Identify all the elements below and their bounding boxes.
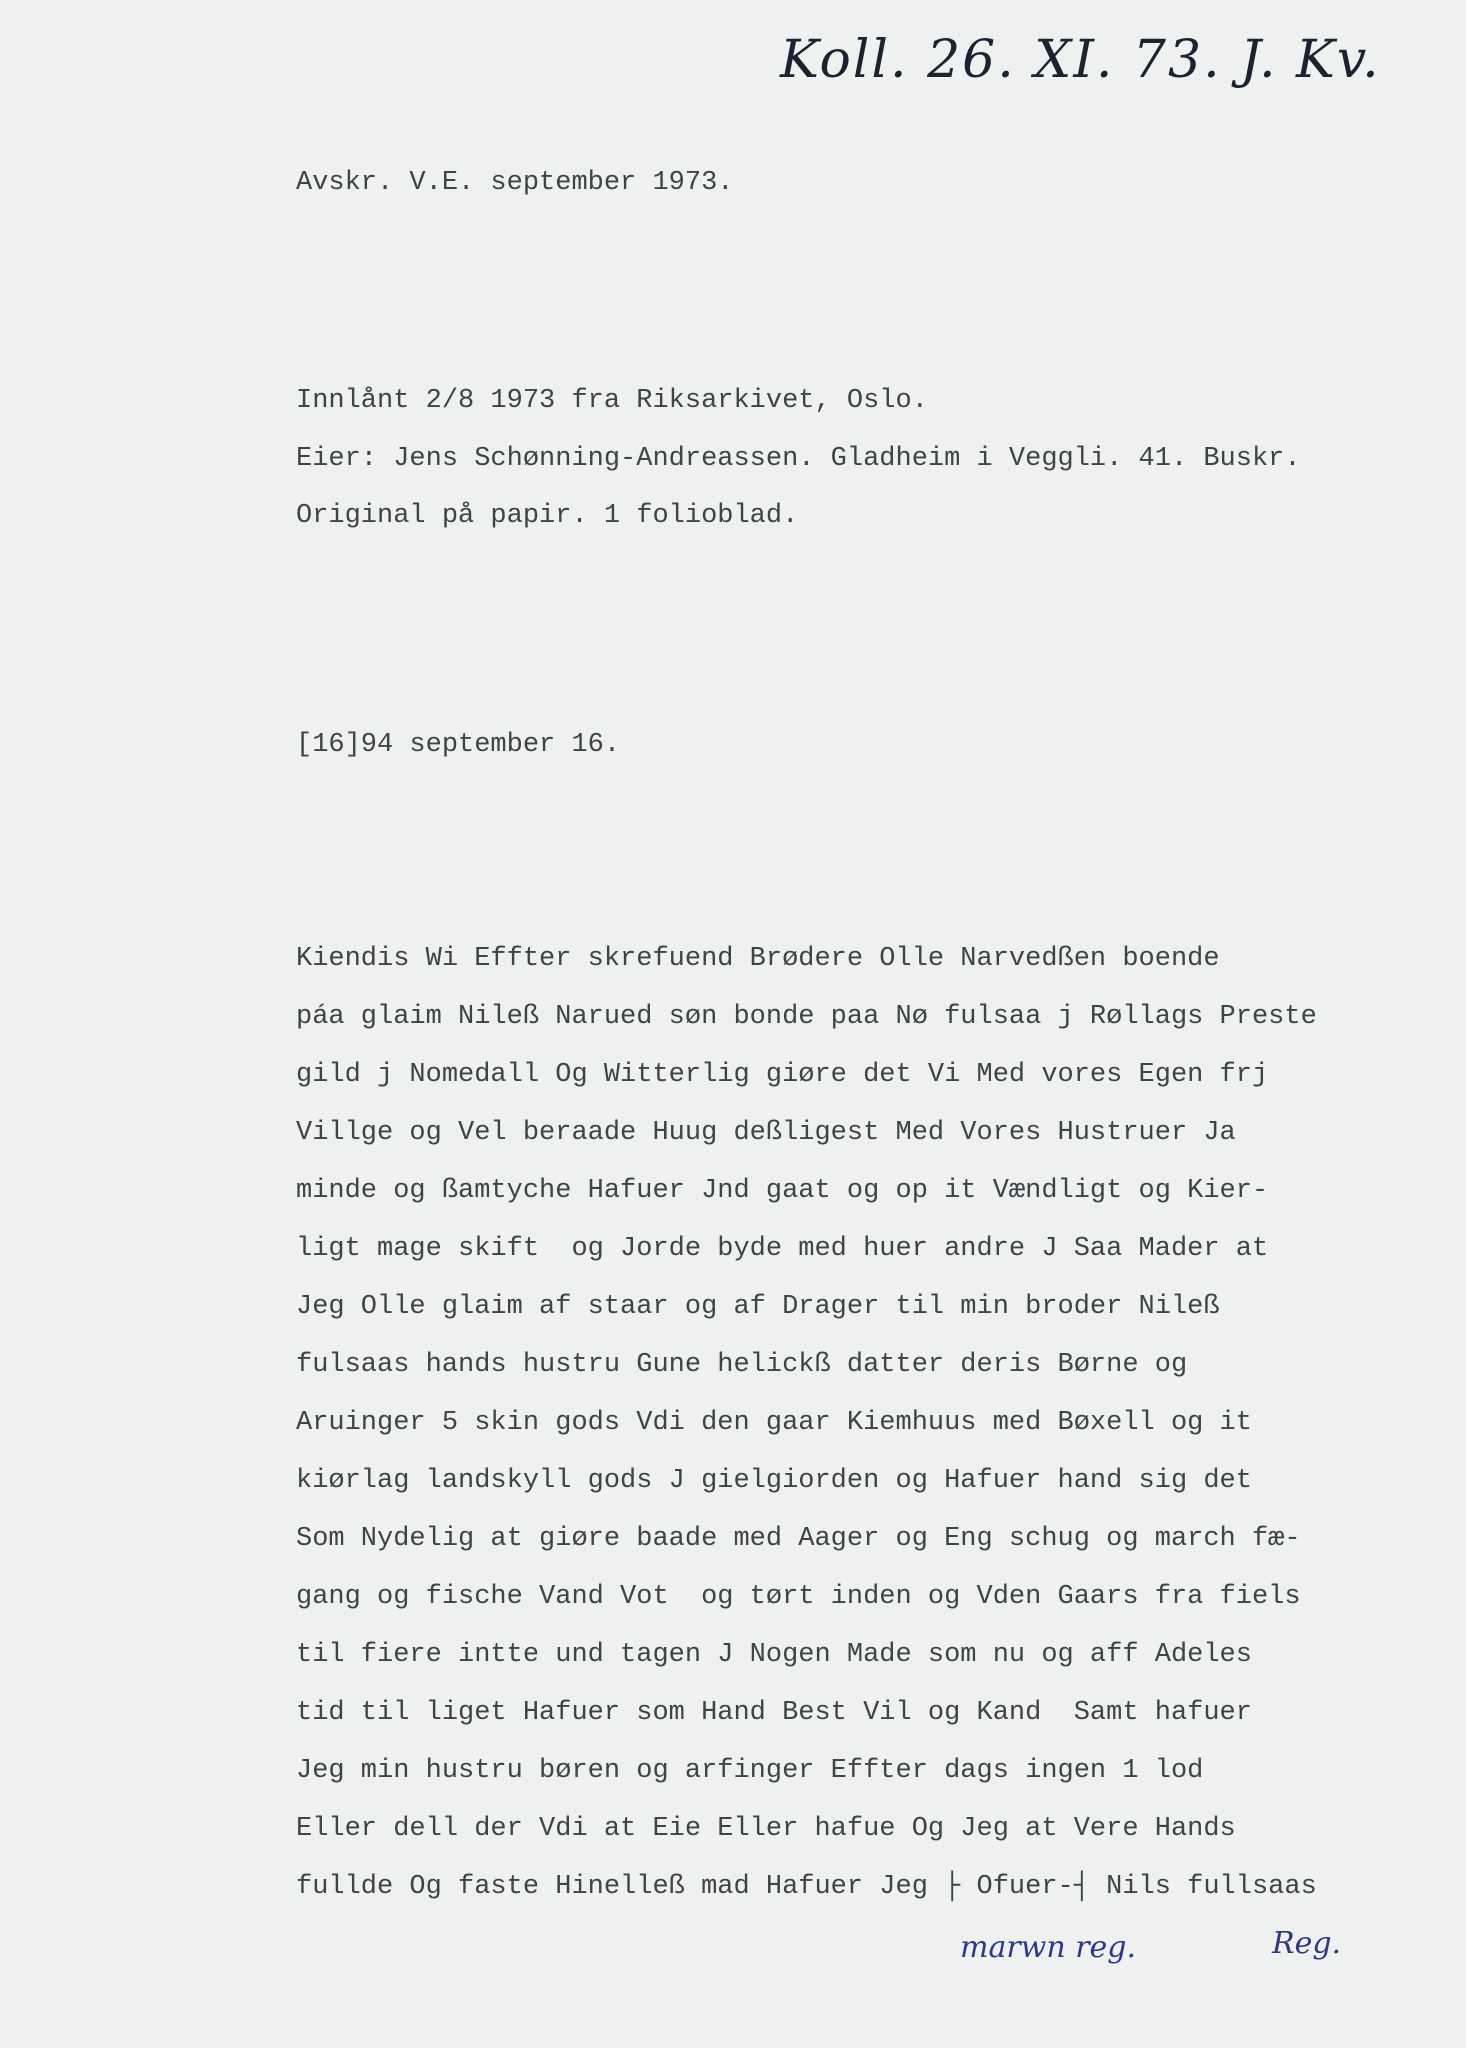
handwritten-reg-mark: Reg. bbox=[1272, 1926, 1342, 1961]
provenance-line: Innlånt 2/8 1973 fra Riksarkivet, Oslo. bbox=[296, 386, 928, 416]
body-line: Jeg Olle glaim af staar og af Drager til min broder Nileß bbox=[296, 1292, 1220, 1322]
transcription-note: Avskr. V.E. september 1973. bbox=[296, 168, 734, 198]
body-line: gang og fische Vand Vot og tørt inden og Vden Gaars fra fiels bbox=[296, 1582, 1301, 1612]
body-line: Aruinger 5 skin gods Vdi den gaar Kiemhuus med Bøxell og it bbox=[296, 1408, 1252, 1438]
body-line: Jeg min hustru børen og arfinger Effter dags ingen 1 lod bbox=[296, 1756, 1204, 1786]
body-line: tid til liget Hafuer som Hand Best Vil og Kand Samt hafuer bbox=[296, 1698, 1252, 1728]
body-line: fullde Og faste Hinelleß mad Hafuer Jeg ├ Ofuer-┤ Nils fullsaas bbox=[296, 1872, 1317, 1902]
body-line: páa glaim Nileß Narued søn bonde paa Nø fulsaa j Røllags Preste bbox=[296, 1002, 1317, 1032]
document-date: [16]94 september 16. bbox=[296, 730, 621, 760]
body-line: kiørlag landskyll gods J gielgiorden og Hafuer hand sig det bbox=[296, 1466, 1252, 1496]
body-line: Eller dell der Vdi at Eie Eller hafue Og Jeg at Vere Hands bbox=[296, 1814, 1236, 1844]
body-line: minde og ßamtyche Hafuer Jnd gaat og op it Vændligt og Kier- bbox=[296, 1176, 1269, 1206]
provenance-line: Eier: Jens Schønning-Andreassen. Gladheim i Veggli. 41. Buskr. bbox=[296, 444, 1301, 474]
provenance-line: Original på papir. 1 folioblad. bbox=[296, 501, 799, 531]
body-line: til fiere intte und tagen J Nogen Made som nu og aff Adeles bbox=[296, 1640, 1252, 1670]
handwritten-header-annotation: Koll. 26. XI. 73. J. Kv. bbox=[780, 30, 1381, 90]
body-line: fulsaas hands hustru Gune helickß datter deris Børne og bbox=[296, 1350, 1188, 1380]
body-line: gild j Nomedall Og Witterlig giøre det Vi Med vores Egen frj bbox=[296, 1060, 1269, 1090]
handwritten-register-note: marwn reg. bbox=[960, 1930, 1137, 1965]
body-line: Som Nydelig at giøre baade med Aager og Eng schug og march fæ- bbox=[296, 1524, 1301, 1554]
body-line: Kiendis Wi Effter skrefuend Brødere Olle Narvedßen boende bbox=[296, 944, 1220, 974]
body-line: ligt mage skift og Jorde byde med huer andre J Saa Mader at bbox=[296, 1234, 1269, 1264]
body-line: Villge og Vel beraade Huug deßligest Med Vores Hustruer Ja bbox=[296, 1118, 1236, 1148]
